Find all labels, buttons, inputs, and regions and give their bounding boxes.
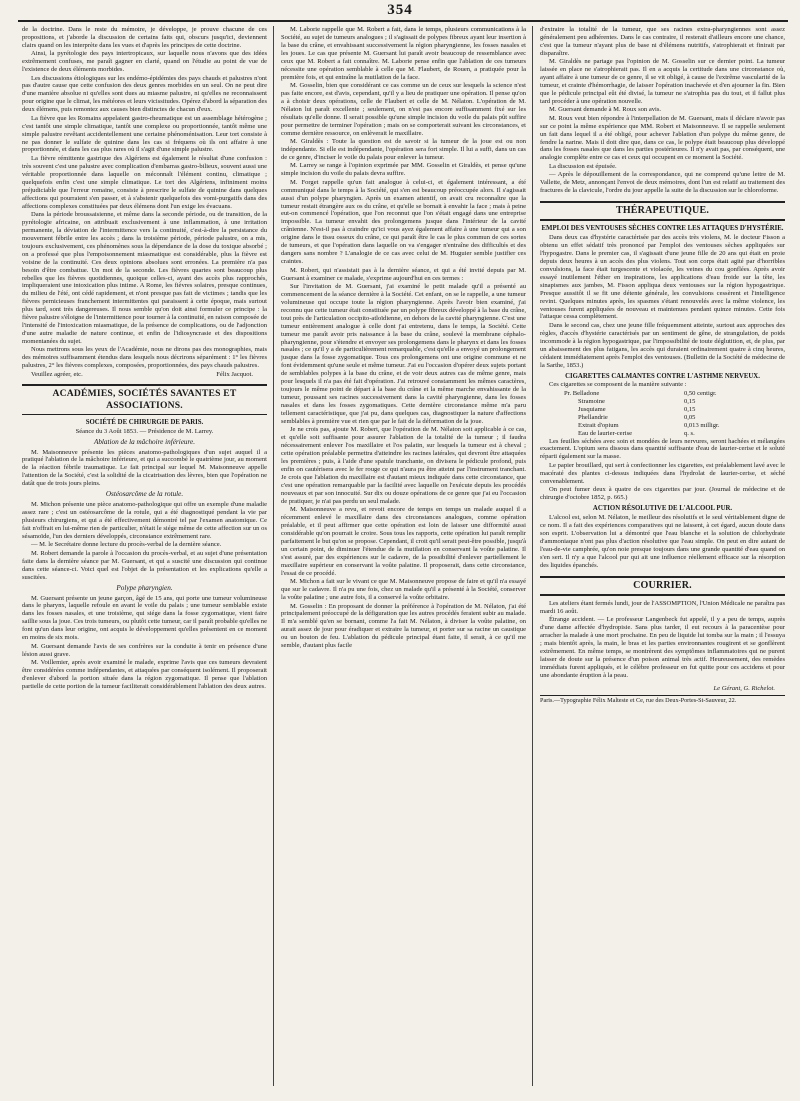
paragraph: M. Guersant présente un jeune garçon, âgé de 15 ans, qui porte une tumeur volumineuse dans le pharynx, laquelle refoule en avant le voile du palais ; une tumeur semblable existe dans les fosses nasales, et une troisième, qui siége dans la fosse zygomatique, vient faire saillie sous la joue. Ces trois tumeurs, ou plutôt cette tumeur, car il paraît probable qu'elles ne font qu'un dans leur origine, ont acquis le développement qu'elles présentent en ce moment en moins de six mois. [22, 594, 267, 642]
paragraph: Sur l'invitation de M. Guersant, j'ai examiné le petit malade qu'il a présenté au commencement de la séance dernière à la Société. Cet enfant, on se le rappelle, a une tumeur volumineuse qui occupe toute la région pharyngienne. Après l'avoir bien examiné, j'ai reconnu que cette tumeur était constituée par un polype fibreux développé à la base du crâne, tout près de l'articulation occipito-atloïdienne, en dehors de la cavité pharyngienne. C'est une tumeur entièrement analogue à celle dont j'ai entretenu, dans le temps, la Société. Cette tumeur me paraît avoir pris naissance à la base du crâne, soulevé la membrane céphalo-pharyngienne, pour s'étendre et envoyer ses prolongemens dans le pharynx et dans les fosses nasales ; ce qu'il y a de particulièrement remarquable, c'est qu'elle a envoyé un prolongement jusque dans la fosse zygomatique. Tous ces prolongemens ont une origine commune et ne font évidemment qu'une seule et même tumeur. J'ai eu l'occasion d'opérer deux sujets portant de semblables polypes à la base du crâne, et de voir deux autres cas de même genre, mais pour lesquels il n'a pas été fait d'opération. J'ai retrouvé constamment les mêmes caractères, toujours le même point de départ à la base du crâne et la même marche envahissante de la tumeur, poussant ses racines successivement dans la cavité pharyngienne, dans les fosses nasales et dans les fosses zygomatiques. Cette dernière circonstance même m'a paru tellement caractéristique, que j'ai pu, dans quelques cas, diagnostiquer la nature d'affections semblables à première vue et rien que par le fait de la déformation de la joue. [281, 282, 526, 426]
recipe-item: Jusquiame [578, 405, 606, 413]
article-heading: CIGARETTES CALMANTES CONTRE L'ASTHME NERVEUX. [565, 372, 760, 380]
printer-imprint: Paris.—Typographie Félix Malteste et Ce, rue des Deux-Portes-St-Sauveur, 22. [540, 695, 785, 705]
recipe-dose: 0,15 [684, 405, 696, 413]
paragraph: M. Maisonneuve a revu, et revoit encore de temps en temps un malade auquel il a récemment enlevé le maxillaire dans des circonstances analogues, comme opération préalable, et il peut affirmer que cette opération est loin de laisser une difformité aussi considérable qu'on pourrait le croire. Sous tous les rapports, cette opération lui paraît remplir parfaitement le but qu'on se propose. Cependant, il croit qu'il serait peut-être possible, jusqu'à un certain point, de diminuer l'étendue de la mutilation en conservant la voûte palatine. Il s'est assuré, par des expériences sur le cadavre, de la possibilité d'enlever partiellement le maxillaire supérieur en conservant la voûte palatine. Il proposerait, dans cette circonstance, l'essai de ce procédé. [281, 506, 526, 577]
paragraph: La fièvre que les Romains appelaient gastro-rheumatique est un assemblage hétérogène ; c'est tantôt une simple climatique, tantôt une complexe ou proportionnée, tantôt même une simple palustre revêtant accidentellement une certaine phénoménisation. Leur tort consiste à ne pas donner le sulfate de quinine dans les cas si fréquens où ils ont affaire à une proportionnée, et dans les cas plus rares où il s'agit d'une simple palustre. [22, 114, 267, 154]
closing-line [22, 371, 267, 379]
paragraph: M. Laborie rappelle que M. Robert a fait, dans le temps, plusieurs communications à la Société, au sujet de tumeurs analogues ; il s'agissait de polypes fibreux ayant leur insertion à la base du crâne, et envahissant successivement la région pharyngienne, les fosses nasales et les joues. Le cas que présente M. Guersant lui paraît avoir beaucoup de ressemblance avec ceux que M. Robert a fait connaître. M. Laborie pense enfin que l'ablation de ces tumeurs nécessite une opération semblable à celle que M. Flaubert, de Rouen, a pratiquée pour la première fois, et qui entraîne la mutilation de la face. [281, 26, 526, 81]
paragraph: M. Gosselin, bien que considérant ce cas comme un de ceux sur lesquels la science n'est pas faite encore, est d'avis, cependant, qu'il y a lieu de pratiquer une opération. Il pense qu'on a à choisir deux opérations, celle de Flaubert et celle de M. Nélaton. L'opération de M. Nélaton lui paraît excellente ; seulement, on n'est pas encore suffisamment fixé sur les résultats qu'elle donne. Il serait possible qu'une simple incision du voile du palais pût suffire pour permettre de terminer l'opération ; mais on se comporterait suivant les circonstances, et comme dernière ressource, on enlèverait le maxillaire. [281, 82, 526, 137]
article-heading: ACTION RÉSOLUTIVE DE L'ALCOOL PUR. [592, 504, 733, 512]
paragraph: M. Gosselin : En proposant de donner la préférence à l'opération de M. Nélaton, j'ai été principalement préoccupé de la défiguration que les autres procédés feraient subir au malade. Il m'a semblé qu'en se bornant, comme l'a fait M. Nélaton, à diviser la voûte palatine, on aurait assez de jour pour éradiquer et extraire la tumeur, et porter sur sa racine un caustique ou un bouton de feu. L'ablation du pédicule principal étant faite, il serait, à ce qu'il me semble, d'autant plus facile [281, 602, 526, 650]
recipe-line [540, 390, 754, 398]
paragraph: Dans la période broussaisienne, et même dans la seconde période, ou de transition, de la pyrétologie africaine, on attribuait exclusivement à une inflammation, à une irritation permanente, la déviation de l'intermittence vers la continuité, c'est-à-dire la persistance du mouvement fébrile entre les accès ; dans la troisième période, période palustre, on a mis, toujours exclusivement, ces phénomènes sous la dépendance de la dose du toxique absorbé ; on a professé que plus l'empoisonnement miasmatique est considérable, plus la fièvre est voisine de la continuité. Ces deux opinions absolues sont erronées. La première n'a pas besoin d'être combattue. Un mot de la seconde. Les fièvres quartes sont beaucoup plus rebelles que les fièvres quotidiennes, quoique celles-ci, ayant des accès plus rapprochés, impliqueraient une intoxication plus intime. A Rome, les fièvres solaires, presque continues, du milieu de l'été, ont cédé rapidement, et n'ont presque pas fait de victimes ; tandis que les fièvres pernicieuses franchement intermittentes qui paraissent à cette époque, mais surtout plus tard, sont très dangereuses. Il nous semble qu'on doit ainsi formuler ce principe : la fièvre palustre s'éloigne de l'intermittence pour tourner à la continuité, en raison composée de l'intensité de l'intoxication miasmatique, de la présence de complications, ou de l'adjonction d'une autre maladie de nature continue, et enfin de l'idiosyncrasie et des dispositions momentanées du sujet. [22, 210, 267, 346]
paragraph: M. Larrey se range à l'opinion exprimée par MM. Gosselin et Giraldès, et pense qu'une simple incision du voile du palais devra suffire. [281, 162, 526, 178]
page-number: 354 [387, 2, 413, 18]
paragraph: M. Michon a fait sur le vivant ce que M. Maisonneuve propose de faire et qu'il n'a essayé que sur le cadavre. Il n'a pu une fois, chez un malade qu'il a présenté à la Société, conserver la voûte palatine ; une autre fois, il a conservé la voûte orbitaire. [281, 578, 526, 602]
paragraph: M. Maisonneuve présente les pièces anatomo-pathologiques d'un sujet auquel il a pratiqué l'ablation de la mâchoire inférieure, et qui a succombé le quatrième jour, au moment de la réaction fébrile traumatique. Le fait principal sur lequel M. Maisonneuve appelle l'attention de la Société, c'est la solidité de la cicatrisation des lèvres, bien que l'opération ne datât que de trois jours pleins. [22, 448, 267, 488]
author-signature: Félix Jacquot. [216, 370, 253, 378]
paragraph: M. Forget rappelle qu'un fait analogue à celui-ci, et également intéressant, a été communiqué dans le temps à la Société, qui s'en est beaucoup préoccupée alors. Il s'agissait aussi d'un polype pharyngien. Après un examen attentif, on avait cru reconnaître que la tumeur restait étrangère aux os du crâne, et qu'elle se bornait à envahir la face ; mais à peine eut-on commencé l'opération, que l'on reconnut que l'on s'était engagé dans une entreprise impossible. La tumeur envahit des prolongemens jusque dans l'intérieur de la cavité crânienne. N'est-il pas à craindre qu'ici vous ayez également affaire à une tumeur qui a son origine dans le tissu osseux du crâne, ce qui paraît être le cas le plus commun de ces sortes de tumeurs, et que l'opération dans laquelle on va s'engager n'entraîne des difficultés et des dangers sans nombre ? L'analogie de ce cas avec celui de M. Huguier semble justifier ces craintes. [281, 178, 526, 266]
paragraph: d'extraire la totalité de la tumeur, que ses racines extra-pharyngiennes sont assez généralement peu adhérentes. Dans le cas contraire, il resterait d'ailleurs encore une chance, c'est que la tumeur n'ayant plus de base ni d'élémens nutritifs, s'atrophierait et finirait par disparaître. [540, 26, 785, 57]
paragraph: M. Guersant demande à M. Roux son avis. [549, 106, 662, 114]
paragraph: M. Michon présente une pièce anatomo-pathologique qui offre un exemple d'une maladie assez rare ; c'est un ostéosarcôme de la rotule, qui a été diagnostiqué pendant la vie par plusieurs chirurgiens, et qui a été effectivement démontré tel par l'examen anatomique. Ce fait n'offrait en lui-même rien de particulier, n'était le siége même de cette affection sur un os sésamoïde, l'un des derniers développés, circonstance extrêmement rare. [22, 501, 267, 541]
paragraph: Le papier brouillard, qui sert à confectionner les cigarettes, est préalablement lavé avec le macératé des plantes ci-dessus indiquées dans l'hydrolat de laurier-cerise, et séché convenablement. [540, 461, 785, 485]
column-1 [22, 26, 267, 1096]
paragraph: On peut fumer deux à quatre de ces cigarettes par jour. (Journal de médecine et de chirurgie d'octobre 1852, p. 665.) [540, 486, 785, 501]
paragraph: Dans le second cas, chez une jeune fille fréquemment atteinte, surtout aux approches des règles, d'accès d'hystérie caractérisés par un sentiment de gêne, de strangulation, de poids incommode à la région hypogastrique, par l'impossibilité de toute déglutition, et, de plus, par un abaissement des plus fatigans, les accès qui duraient ordinairement quatre à cinq heures, cédaient immédiatement après l'emploi des ventouses. (Bulletin de la Société de médecine de la Sarthe, 1853.) [540, 321, 785, 369]
column-rule-2 [532, 26, 533, 1086]
recipe-dose: 0,15 [684, 397, 696, 405]
paragraph: Je ne crois pas, ajoute M. Robert, que l'opération de M. Nélaton soit applicable à ce cas, et qu'elle soit suffisante pour assurer l'ablation de la totalité de la tumeur ; il faudra nécessairement enlever l'os maxillaire et l'os palatin, sur lesquels la tumeur est à cheval ; cette opération préalable permettra d'atteindre les racines latérales, qui devront être attaquées les premières ; puis, à l'aide d'une spatule tranchante, on divisera le pédicule profond, puis enfin on cautérisera avec le fer rouge ce qui n'aura pu être atteint par l'instrument tranchant. Je crois que l'ablation du maxillaire est d'autant mieux indiquée dans cette circonstance, que c'est une opération remarquable par la facilité avec laquelle on l'exécute depuis les procédés nouveaux et par son innocuité. Sur dix ou douze opérations de ce genre que j'ai eu l'occasion de pratiquer, je n'ai pas perdu un seul malade. [281, 426, 526, 505]
subsection-heading: Ostéosarcôme de la rotule. [105, 490, 184, 499]
section-banner-courrier: COURRIER. [540, 576, 785, 596]
recipe-item: Phellandrie [578, 413, 608, 421]
paragraph: M. Robert demande la parole à l'occasion du procès-verbal, et au sujet d'une présentation faite dans la dernière séance par M. Guersant, et qui a suscité une discussion qui continue dans cette séance-ci. Voici quel est l'objet de la présentation et les explications qu'elle a suscitées. [22, 549, 267, 581]
paragraph: — M. le Secrétaire donne lecture du procès-verbal de la dernière séance. [31, 541, 222, 549]
paragraph: de la doctrine. Dans le reste du mémoire, je développe, je prouve chacune de ces propositions, et j'aborde la discussion de certains faits qui, obscurs jusqu'ici, deviennent clairs quand on les interprète dans les vues et d'après les principes de cette doctrine. [22, 26, 267, 49]
recipe-line [540, 422, 754, 430]
paragraph: Les discussions étiologiques sur les endémo-épidémies des pays chauds et palustres n'ont pas d'autre cause que cette confusion des deux genres morbides en un seul. On ne peut dire d'une manière absolue ni qu'elles sont dues au miasme palustre, ni qu'elles ne reconnaissent pour origine que le climat, les météores et leurs vicissitudes. Opérez d'abord la séparation des deux élémens, puis remontez aux causes bien distinctes de chacun d'eux. [22, 74, 267, 114]
paragraph: La fièvre rémittente gastrique des Algériens est également le résultat d'une confusion : très souvent c'est une palustre avec complication d'embarras gastro-bilieux, souvent aussi une véritable proportionnée dans laquelle on méconnaît l'élément continu, climatique ; quelquefois enfin c'est une simple climatique. Le tort des Algériens, infiniment moins préjudiciable que l'erreur romaine, consiste à prescrire le sulfate de quinine dans quelques affections qui pourraient s'en passer, et à s'abstenir quelquefois des vomi-purgatifs dans des affections complexes constituées par deux élémens dont l'un exige les évacuans. [22, 154, 267, 210]
column-rule-1 [273, 26, 274, 1086]
paragraph: M. Giraldès : Toute la question est de savoir si la tumeur de la joue est ou non indépendante. Si elle est indépendante, l'opération sera fort simple. Il lui a suffi, dans un cas de ce genre, d'inciser le voile du palais pour enlever la tumeur. [281, 138, 526, 162]
recipe-line [540, 414, 754, 422]
paragraph: M. Roux veut bien répondre à l'interpellation de M. Guersant, mais il déclare n'avoir pas sur ce point la même expérience que MM. Robert et Maisonneuve. Il se rappelle seulement un fait dans lequel il a été obligé, pour achever l'ablation d'un polype du même genre, de fendre la narine. Mais il doit dire que, dans ce cas, le polype était beaucoup plus développé dans les fosses nasales que dans les parties postérieures. Il n'y avait pas, par conséquent, une analogie complète entre ce cas et ceux qui occupent en ce moment la Société. [540, 114, 785, 162]
paragraph: Étrange accident. — Le professeur Langenbeck fut appelé, il y a peu de temps, auprès d'une dame affectée d'hydropisie. Sans plus tarder, il eut recours à la paracentèse pour arracher la malade à une mort prochaine. En peu de liquide lui tomba sur la main ; il l'essuya ; mais bientôt après, la main, le bras et les parties environnantes rougirent et se gonflèrent extrêmement. En même temps, se montrèrent des symptômes inflammatoires qui ne purent laisser de doute sur la présence d'un poison animal très actif. Heureusement, des remèdes immédiats furent appliqués, et le célèbre professeur en fut quitte pour ces accidens et pour une abondante éruption à la peau. [540, 615, 785, 679]
recipe-dose: q. s. [684, 429, 695, 437]
recipe-dose: 0,50 centigr. [684, 389, 717, 397]
subsection-heading: Ablation de la mâchoire inférieure. [93, 437, 196, 446]
paragraph: — Après le dépouillement de la correspondance, qui ne comprend qu'une lettre de M. Vallette, de Metz, annonçant l'envoi de deux mémoires, dont l'un est relatif au traitement des fractures de la clavicule, l'ordre du jour appelle la suite de la discussion sur le chloroforme. [540, 171, 785, 195]
recipe-dose: 0,013 milligr. [684, 421, 720, 429]
recipe-item: Pr. Belladone [564, 389, 600, 397]
recipe-line [540, 430, 754, 438]
recipe-line [540, 398, 754, 406]
paragraph: Les feuilles séchées avec soin et mondées de leurs nervures, seront hachées et mélangées exactement. L'opium sera dissous dans quantité suffisante d'eau de laurier-cerise et le soluté réparti également sur la masse. [540, 437, 785, 461]
editor-signature: Le Gérant, G. Richelot. [713, 685, 775, 693]
society-title: SOCIÉTÉ DE CHIRURGIE DE PARIS. [85, 418, 204, 426]
paragraph: M. Robert, qui n'assistait pas à la dernière séance, et qui a été invité depuis par M. Guersant à examiner ce malade, s'exprime aujourd'hui en ces termes : [281, 266, 526, 282]
paragraph: Ces cigarettes se composent de la manière suivante : [549, 381, 687, 389]
recipe-item: Eau de laurier-cerise [578, 429, 633, 437]
top-rule [18, 20, 788, 22]
section-banner-therapeutique: THÉRAPEUTIQUE. [540, 201, 785, 221]
paragraph: M. Guersant demande l'avis de ses confrères sur la conduite à tenir en présence d'une lésion aussi grave. [22, 642, 267, 658]
closing-text: Veuillez agréer, etc. [31, 370, 83, 378]
section-banner-academies: ACADÉMIES, SOCIÉTÉS SAVANTES ET ASSOCIATIONS. [22, 384, 267, 415]
paragraph: La discussion est épuisée. [549, 162, 617, 170]
article-heading: EMPLOI DES VENTOUSES SÈCHES CONTRE LES ATTAQUES D'HYSTÉRIE. [541, 224, 784, 232]
recipe-item: Extrait d'opium [578, 421, 619, 429]
column-3 [540, 26, 785, 1096]
paragraph: Ainsi, la pyrétologie des pays intertropicaux, sur laquelle nous n'avons que des idées extrêmement confuses, me paraît gagner en clarté, quand on l'étudie au point de vue de l'existence de deux éléments morbides. [22, 50, 267, 74]
paragraph: M. Giraldès ne partage pas l'opinion de M. Gosselin sur ce dernier point. La tumeur laissée en place ne s'atrophierait pas. Il en a acquis la certitude dans une circonstance où, ayant affaire à une tumeur de ce genre, il se vit obligé, à cause de l'extrême vascularité de la tumeur, et crainte d'hémorrhagie, de laisser l'opération inachevée et d'en ajourner la fin. Bien que le pédicule principal eût été divisé, la tumeur ne s'atrophia pas du tout, et il fallut plus tard procéder à une opération nouvelle. [540, 58, 785, 105]
session-line: Séance du 3 Août 1853. — Présidence de M. Larrey. [75, 427, 214, 435]
paragraph: L'alcool est, selon M. Nélaton, le meilleur des résolutifs et le seul véritablement digne de ce nom. Il a fait des expériences comparatives qui ne laissent, à cet égard, aucun doute dans son esprit. L'observation lui a démontré que l'eau blanche et la solution de chlorhydrate d'ammoniaque n'ont pas plus d'action résolutive que l'eau simple. On peut en dire autant de l'eau-de-vie camphrée, qu'on noie presque toujours dans une grande quantité d'eau quand on s'en sert. Il n'y a que l'alcool pur qui ait une influence réellement efficace sur la résorption des liquides épanchés. [540, 513, 785, 569]
subsection-heading: Polype pharyngien. [116, 583, 173, 592]
recipe-line [540, 406, 754, 414]
recipe-item: Stramoine [578, 397, 605, 405]
paragraph: Nous mettrons sous les yeux de l'Académie, nous ne dirons pas des monographies, mais des mémoires suffisamment étendus dans lesquels nous décrirons séparément : 1° les fièvres palustres, 2° les fièvres complexes, composées, proportionnées, des pays chauds palustres. [22, 346, 267, 370]
recipe-dose: 0,05 [684, 413, 696, 421]
paragraph: M. Voillemier, après avoir examiné le malade, exprime l'avis que ces tumeurs devraient être considérées comme indépendantes, et attaquées par conséquent isolément. Il proposerait d'enlever d'abord la portion située dans la région zygomatique. Il pense que l'ablation partielle de cette portion de la tumeur faciliterait considérablement l'ablation des deux autres. [22, 658, 267, 690]
column-2 [281, 26, 526, 1096]
paragraph: Les ateliers étant fermés lundi, jour de l'ASSOMPTION, l'Union Médicale ne paraîtra pas mardi 16 août. [540, 599, 785, 615]
paragraph: Dans deux cas d'hystérie caractérisée par des accès très violens, M. le docteur Fisson a obtenu un effet sédatif très prononcé par l'emploi des ventouses sèches appliquées sur l'hypogastre. Dans le premier cas, il s'agissait d'une jeune fille de 20 ans qui était en proie depuis deux heures à un accès des plus violens. Tout son corps était agité par d'horribles convulsions, la face était turgescente et violacée, les veines du cou gonflées. Après avoir essayé inutilement l'éther en inspirations, les applications d'eau froide sur la tête, les sinapismes aux jambes, M. Fisson appliqua deux ventouses sur la région hypogastrique. Presque aussitôt il se fit une détente générale, les convulsions cessèrent et l'intelligence revint. Quelques minutes après, les spasmes s'étant renouvelés avec la même violence, les ventouses furent appliquées de nouveau et maintenues pendant quinze minutes. Cette fois l'attaque cessa complètement. [540, 233, 785, 321]
